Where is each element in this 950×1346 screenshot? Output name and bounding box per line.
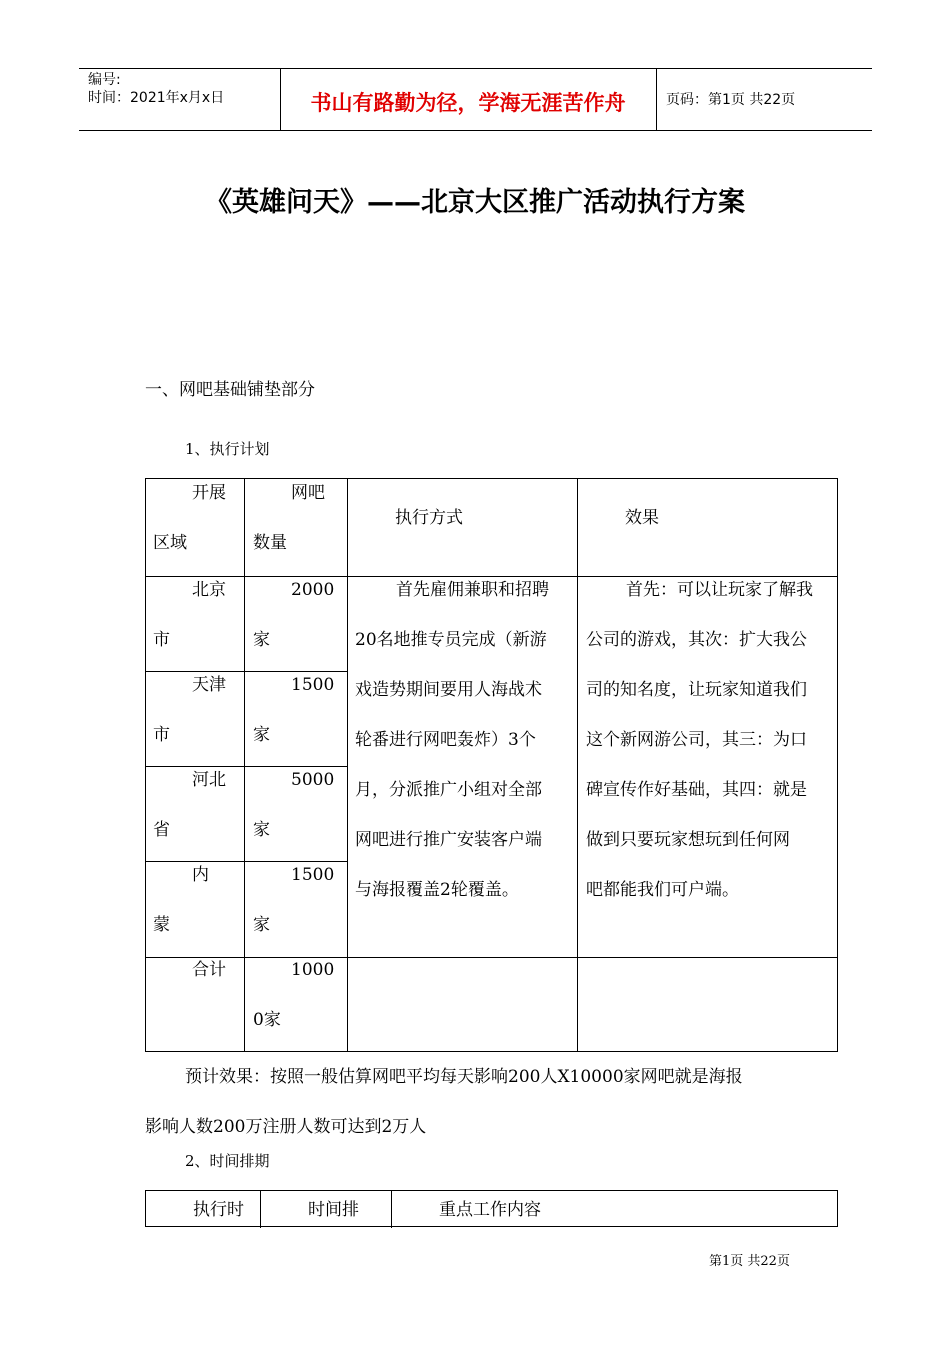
schedule-header-cell: 重点工作内容 [439, 1200, 541, 1220]
cell-text: 做到只要玩家想玩到任何网 [586, 830, 790, 850]
header-text: 区域 [153, 533, 187, 553]
table-divider [391, 1191, 392, 1228]
cell-text: 司的知名度，让玩家知道我们 [586, 680, 807, 700]
cell-text: 家 [253, 630, 270, 650]
page-footer: 第1页 共22页 [709, 1254, 790, 1269]
table-row-region-total [153, 945, 241, 995]
execution-plan-table [145, 478, 838, 1052]
cell-text: 家 [253, 820, 270, 840]
header-page-label: 页码：第1页 共22页 [666, 92, 796, 108]
schedule-table [145, 1190, 838, 1227]
cell-text: 1000 [291, 960, 335, 980]
table-row-count [253, 660, 343, 760]
table-row-count-total [253, 945, 343, 1045]
table-row-count [253, 850, 343, 950]
page-header [79, 68, 872, 131]
cell-text: 1500 [291, 865, 335, 885]
table-divider [347, 478, 348, 1052]
cell-text: 首先雇佣兼职和招聘 [396, 580, 549, 600]
subsection-heading: 2、时间排期 [185, 1152, 270, 1170]
table-row-region [153, 660, 241, 760]
cell-text: 与海报覆盖2轮覆盖。 [355, 880, 519, 900]
cell-text: 北京 [192, 580, 226, 600]
cell-text: 天津 [192, 675, 226, 695]
doc-number-label: 编号: [88, 72, 121, 88]
cell-text: 河北 [192, 770, 226, 790]
cell-text: 首先：可以让玩家了解我 [626, 580, 813, 600]
table-divider [260, 1191, 261, 1228]
cell-text: 2000 [291, 580, 335, 600]
cell-text: 20名地推专员完成（新游 [355, 630, 547, 650]
header-cell-method: 执行方式 [395, 508, 463, 528]
schedule-header-cell: 执行时 [193, 1200, 244, 1220]
header-text: 数量 [253, 533, 287, 553]
header-cell-effect: 效果 [625, 508, 659, 528]
cell-text: 家 [253, 725, 270, 745]
expected-effect-paragraph [145, 1052, 825, 1152]
table-row-count [253, 565, 343, 665]
cell-text: 合计 [192, 960, 226, 980]
cell-text: 市 [153, 725, 170, 745]
cell-text: 省 [153, 820, 170, 840]
paragraph-line: 预计效果：按照一般估算网吧平均每天影响200人X10000家网吧就是海报 [185, 1067, 743, 1087]
cell-text: 月，分派推广小组对全部 [355, 780, 542, 800]
cell-text: 蒙 [153, 915, 170, 935]
cell-text: 碑宣传作好基础，其四：就是 [586, 780, 807, 800]
cell-text: 市 [153, 630, 170, 650]
cell-text: 吧都能我们可户端。 [586, 880, 739, 900]
cell-text: 5000 [291, 770, 335, 790]
table-row-region [153, 565, 241, 665]
table-border [837, 478, 838, 1052]
cell-text: 家 [253, 915, 270, 935]
document-title: 《英雄问天》——北京大区推广活动执行方案 [205, 187, 745, 218]
header-meta [88, 71, 224, 107]
method-cell [355, 565, 577, 915]
cell-text: 内 [192, 865, 209, 885]
table-divider [244, 478, 245, 1052]
header-divider [656, 69, 657, 130]
table-row-region [153, 755, 241, 855]
header-motto: 书山有路勤为径，学海无涯苦作舟 [310, 91, 626, 115]
cell-text: 这个新网游公司，其三：为口 [586, 730, 807, 750]
doc-time-label: 时间：2021年x月x日 [88, 90, 225, 106]
cell-text: 轮番进行网吧轰炸）3个 [355, 730, 536, 750]
subsection-heading: 1、执行计划 [185, 440, 270, 458]
section-heading: 一、网吧基础铺垫部分 [145, 380, 315, 400]
cell-text: 公司的游戏，其次：扩大我公 [586, 630, 807, 650]
header-cell-count [253, 468, 343, 568]
cell-text: 戏造势期间要用人海战术 [355, 680, 542, 700]
header-text: 网吧 [291, 483, 325, 503]
effect-cell [586, 565, 836, 915]
table-divider [577, 478, 578, 1052]
schedule-header-cell: 时间排 [308, 1200, 359, 1220]
header-text: 开展 [192, 483, 226, 503]
table-row-region [153, 850, 241, 950]
cell-text: 1500 [291, 675, 335, 695]
paragraph-line: 影响人数200万注册人数可达到2万人 [145, 1117, 427, 1137]
table-border [145, 478, 838, 479]
cell-text: 0家 [253, 1010, 281, 1030]
table-row-count [253, 755, 343, 855]
cell-text: 网吧进行推广安装客户端 [355, 830, 542, 850]
table-border [145, 478, 146, 1052]
table-divider [145, 957, 838, 958]
header-cell-region [153, 468, 241, 568]
